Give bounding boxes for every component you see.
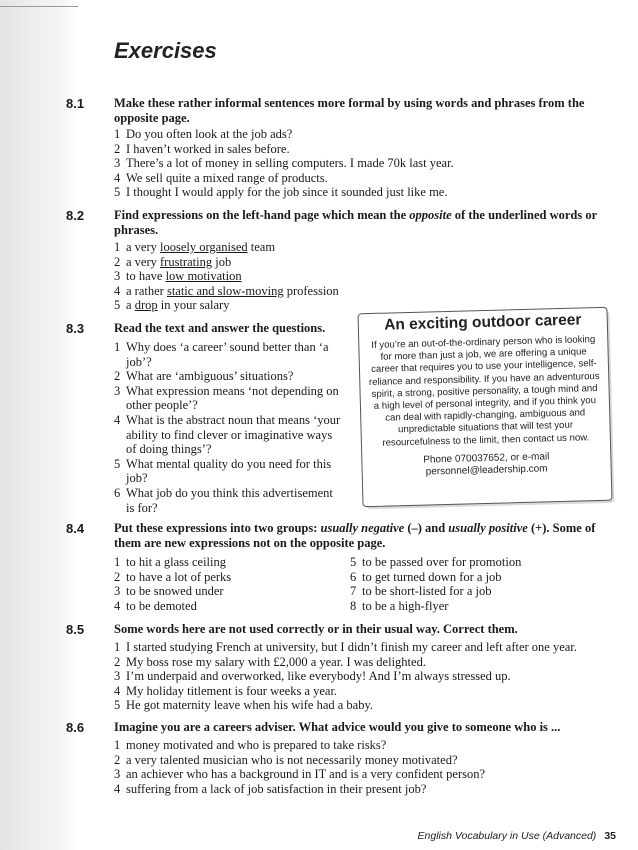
list-item: 3 There’s a lot of money in selling computers. I made 70k last year. <box>114 156 454 171</box>
book-title: English Vocabulary in Use (Advanced) <box>417 830 597 842</box>
page-number: 35 <box>604 830 616 842</box>
exercise-items <box>114 127 610 200</box>
list-item: 1 Why does ‘a career’ sound better than ‘a job’? <box>114 340 329 369</box>
advert-contact <box>362 450 611 481</box>
list-item: 3 to be snowed under <box>114 584 224 599</box>
list-item: 5 a drop in your salary <box>114 298 230 313</box>
list-item: 4 to be demoted <box>114 598 197 613</box>
list-item: 5 to be passed over for promotion <box>350 555 522 569</box>
exercise-instruction: Put these expressions into two groups: usually negative (–) and usually positive (+). Some of them are new expressions not on the opposite page. <box>114 521 596 550</box>
list-item: 2 My boss rose my salary with £2,000 a year. I was delighted. <box>114 654 426 669</box>
advert-body: If you’re an out-of-the-ordinary person who is looking for more than just a job, we are offering a unique career that requires you to use your intelligence, self-reliance and responsibility. If you have an adventurous spirit, a strong, positive personality, a tough mind and a high level of personal integrity, and if you think you can deal with rapidly-changing, ambiguous and unpredictable situations that will test your resourcefulness to the limit, then contact us now. <box>368 334 600 449</box>
list-item: 1 a very loosely organised team <box>114 240 276 254</box>
exercise-instruction: Some words here are not used correctly or in their usual way. Correct them. <box>114 622 518 636</box>
list-item: 2 a very talented musician who is not necessarily money motivated? <box>114 752 458 767</box>
list-item: 2 I haven’t worked in sales before. <box>114 141 290 156</box>
list-item: 1 to hit a glass ceiling <box>114 555 226 569</box>
list-item: 2 What are ‘ambiguous’ situations? <box>114 369 294 384</box>
exercise-instruction: Make these rather informal sentences more formal by using words and phrases from the opposite page. <box>114 96 585 125</box>
advert-title: An exciting outdoor career <box>383 311 582 334</box>
list-item: 6 What job do you think this advertisement is for? <box>114 485 333 515</box>
list-item: 1 Do you often look at the job ads? <box>114 127 293 141</box>
exercise-number: 8.1 <box>66 96 85 111</box>
exercise-items-grid <box>114 555 614 613</box>
exercise-number: 8.6 <box>66 720 85 735</box>
list-item: 4 a rather static and slow-moving profession <box>114 283 339 298</box>
exercise-items <box>114 640 622 713</box>
list-item: 2 a very frustrating job <box>114 254 232 269</box>
exercise-items <box>114 738 614 796</box>
exercise-items <box>114 240 414 313</box>
list-item: 5 I thought I would apply for the job since it sounded just like me. <box>114 185 448 200</box>
list-item: 4 What is the abstract noun that means ‘your ability to find clever or imaginative ways of doing things’? <box>114 412 341 457</box>
exercise-instruction: Read the text and answer the questions. <box>114 321 326 335</box>
exercise-items <box>114 340 342 515</box>
bleed-rule <box>0 6 78 7</box>
list-item: 8 to be a high-flyer <box>350 598 449 613</box>
exercise-instruction: Find expressions on the left-hand page which mean the opposite of the underlined words or phrases. <box>114 208 597 237</box>
exercise-number: 8.2 <box>66 208 85 223</box>
exercise-instruction: Imagine you are a careers adviser. What advice would you give to someone who is ... <box>114 720 561 734</box>
list-item: 7 to be short-listed for a job <box>350 584 492 599</box>
list-item: 3 to have low motivation <box>114 269 242 284</box>
page-footer <box>418 830 616 842</box>
exercise-number: 8.5 <box>66 622 85 637</box>
list-item: 3 an achiever who has a background in IT and is a very confident person? <box>114 767 486 782</box>
list-item: 3 I’m underpaid and overworked, like everybody! And I’m always stressed up. <box>114 669 511 684</box>
list-item: 2 to have a lot of perks <box>114 569 232 584</box>
advert-email: personnel@leadership.com <box>425 463 548 478</box>
list-item: 1 money motivated and who is prepared to take risks? <box>114 738 387 752</box>
list-item: 6 to get turned down for a job <box>350 569 502 584</box>
job-advert-box <box>358 307 613 507</box>
list-item: 4 My holiday titlement is four weeks a year. <box>114 683 338 698</box>
list-item: 3 What expression means ‘not depending on other people’? <box>114 383 339 413</box>
list-item: 1 I started studying French at university, but I didn’t finish my career and left after one year. <box>114 640 577 654</box>
exercise-number: 8.3 <box>66 321 85 336</box>
list-item: 5 What mental quality do you need for this job? <box>114 456 332 486</box>
list-item: 5 He got maternity leave when his wife had a baby. <box>114 698 374 713</box>
exercise-number: 8.4 <box>66 521 85 536</box>
list-item: 4 suffering from a lack of job satisfaction in their present job? <box>114 781 427 796</box>
advert-phone: Phone 070037652, or e-mail <box>423 451 550 466</box>
page-title: Exercises <box>114 38 217 63</box>
list-item: 4 We sell quite a mixed range of products. <box>114 170 328 185</box>
